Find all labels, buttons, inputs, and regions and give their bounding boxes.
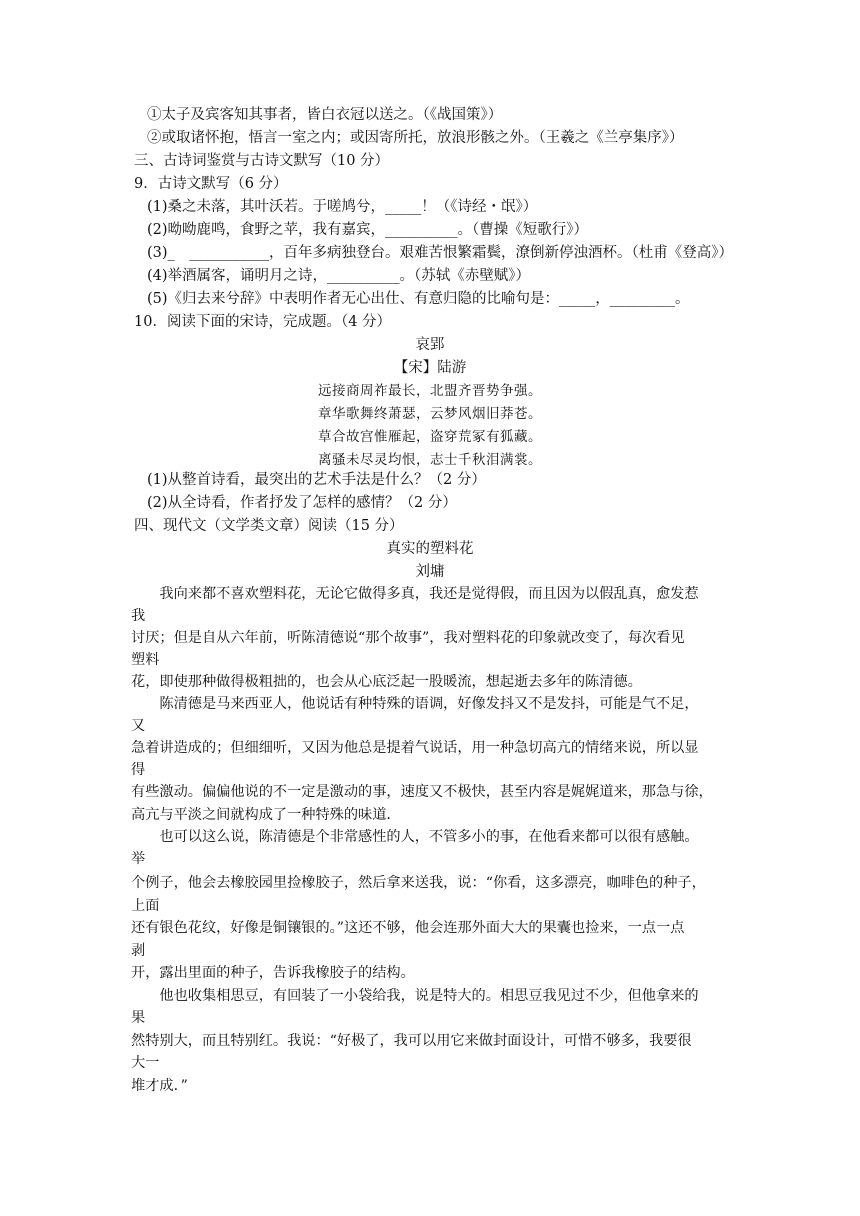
- section-3-title: 三、古诗词鉴赏与古诗文默写（10 分）: [134, 153, 390, 169]
- article-line: 讨厌；但是自从六年前，听陈清德说“那个故事”，我对塑料花的印象就改变了，每次看见: [131, 630, 685, 646]
- article-line: 高亢与平淡之间就构成了一种特殊的味道．: [131, 807, 401, 823]
- article-line: 得: [131, 762, 146, 778]
- q10-question-2: (2)从全诗看，作者抒发了怎样的感情？（2 分）: [147, 495, 457, 511]
- q9-item-4: (4)举酒属客，诵明月之诗，__________。（苏轼《赤壁赋》）: [147, 268, 531, 284]
- q9-item-1: (1)桑之未落，其叶沃若。于嗟鸠兮，_____！（《诗经・氓》）: [147, 199, 538, 215]
- poem-line: 章华歌舞终萧瑟，云梦风烟旧莽苍。: [318, 406, 542, 422]
- article-line: 他也收集相思豆，有回装了一小袋给我，说是特大的。相思豆我见过不少，但他拿来的: [131, 988, 699, 1004]
- article-line: 然特别大，而且特别红。我说：“好极了，我可以用它来做封面设计，可惜不够多，我要很: [131, 1033, 692, 1049]
- article-line: 堆才成．”: [131, 1078, 188, 1094]
- article-author: 刘墉: [415, 564, 445, 580]
- article-line: 有些激动。偏偏他说的不一定是激动的事，速度又不极快，甚至内容是娓娓道来，那急与徐，: [131, 784, 713, 800]
- article-line: 也可以这么说，陈清德是个非常感性的人，不管多小的事，在他看来都可以很有感触。: [131, 829, 699, 845]
- poem-line: 远接商周祚最长，北盟齐晋势争强。: [318, 383, 542, 399]
- article-line: 又: [131, 718, 146, 734]
- article-line: 举: [131, 851, 146, 867]
- article-title: 真实的塑料花: [386, 541, 474, 557]
- poem-author: 【宋】陆游: [393, 360, 467, 376]
- q10-question-1: (1)从整首诗看，最突出的艺术手法是什么？（2 分）: [147, 472, 486, 488]
- question-9-title: 9．古诗文默写（6 分）: [134, 176, 288, 192]
- article-line: 还有银色花纹，好像是铜镶银的。”这还不够，他会连那外面大大的果囊也捡来，一点一点: [131, 920, 685, 936]
- article-line: 花，即使那种做得极粗拙的，也会从心底泛起一股暖流，想起逝去多年的陈清德。: [131, 674, 642, 690]
- article-line: 果: [131, 1010, 146, 1026]
- article-line: 我: [131, 608, 146, 624]
- quote-1: ①太子及宾客知其事者，皆白衣冠以送之。（《战国策》）: [147, 107, 503, 123]
- q9-item-5: (5)《归去来兮辞》中表明作者无心出仕、有意归隐的比喻句是：_____，_________。: [147, 291, 690, 307]
- article-line: 我向来都不喜欢塑料花，无论它做得多真，我还是觉得假，而且因为以假乱真，愈发惹: [131, 586, 699, 602]
- section-4-title: 四、现代文（文学类文章）阅读（15 分）: [134, 518, 404, 534]
- q9-item-2: (2)呦呦鹿鸣，食野之苹，我有嘉宾，__________。（曹操《短歌行》）: [147, 222, 589, 238]
- article-line: 急着讲造成的；但细细听，又因为他总是提着气说话，用一种急切高亢的情绪来说，所以显: [131, 740, 699, 756]
- poem-line: 草合故宫惟雁起，盗穿荒冢有狐藏。: [318, 429, 542, 445]
- article-line: 陈清德是马来西亚人，他说话有种特殊的语调，好像发抖又不是发抖，可能是气不足，: [131, 696, 699, 712]
- article-line: 个例子，他会去橡胶园里捡橡胶子，然后拿来送我，说：“你看，这多漂亮，咖啡色的种子，: [131, 875, 706, 891]
- article-line: 上面: [131, 898, 160, 914]
- question-10-title: 10．阅读下面的宋诗，完成题。（4 分）: [134, 314, 392, 330]
- poem-line: 离骚未尽灵均恨，志士千秋泪满裳。: [318, 452, 542, 468]
- q9-item-3: (3)_ ___________，百年多病独登台。艰难苦恨繁霜鬓，潦倒新停浊酒杯。（杜甫《登高》）: [147, 245, 734, 261]
- article-line: 大一: [131, 1055, 160, 1071]
- quote-2: ②或取诸怀抱，悟言一室之内；或因寄所托，放浪形骸之外。（王羲之《兰亭集序》）: [147, 130, 684, 146]
- article-line: 剥: [131, 943, 146, 959]
- poem-title: 哀郢: [415, 337, 445, 353]
- article-line: 塑料: [131, 652, 160, 668]
- article-line: 开，露出里面的种子，告诉我橡胶子的结构。: [131, 965, 415, 981]
